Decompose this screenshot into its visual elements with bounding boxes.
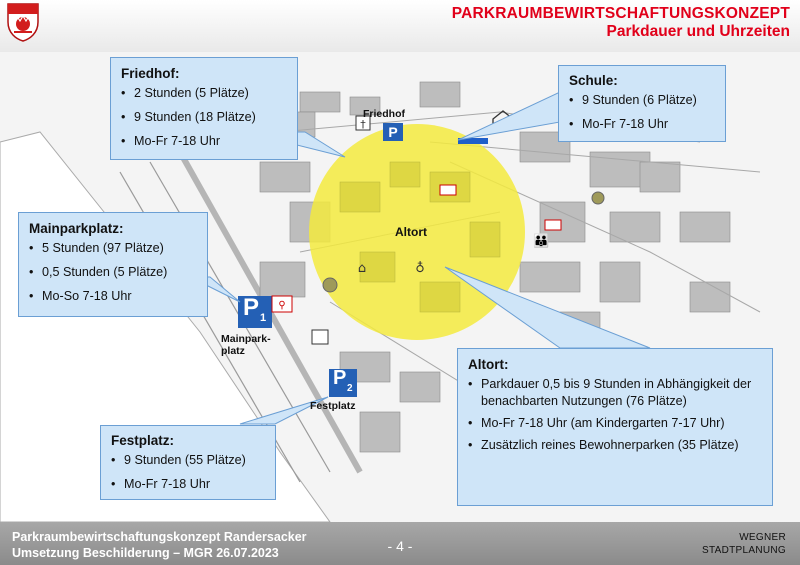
footer-bar xyxy=(0,522,800,565)
callout-schule xyxy=(558,65,726,142)
footer-subtitle: Umsetzung Beschilderung – MGR 26.07.2023 xyxy=(12,546,279,560)
callout-festplatz-title: Festplatz: xyxy=(111,433,175,448)
bus-stop-icon xyxy=(592,192,604,204)
fountain-icon xyxy=(323,278,337,292)
callout-mainparkplatz-title: Mainparkplatz: xyxy=(29,221,124,236)
page-number: - 4 - xyxy=(387,538,413,554)
friedhof-parking-sign-letter: P xyxy=(388,124,398,140)
callout-festplatz xyxy=(100,425,276,500)
museum-icon: ⌂ xyxy=(357,261,367,276)
list-item: • 5 Stunden (97 Plätze) xyxy=(29,240,197,257)
callout-friedhof xyxy=(110,57,298,160)
firm-department: STADTPLANUNG xyxy=(702,545,786,556)
svg-text:†: † xyxy=(360,118,366,131)
p1-sign-letter: P xyxy=(243,294,260,321)
list-item: • 9 Stunden (6 Plätze) xyxy=(569,92,715,109)
boat-icon xyxy=(312,330,328,344)
festplatz-map-label: Festplatz xyxy=(310,400,356,412)
footer-project-title: Parkraumbewirtschaftungskonzept Randersacker xyxy=(12,530,307,544)
list-item: • 9 Stunden (18 Plätze) xyxy=(121,109,287,126)
callout-friedhof-title: Friedhof: xyxy=(121,66,180,81)
svg-text:⚲: ⚲ xyxy=(278,300,286,311)
header-bar xyxy=(0,0,800,52)
kindergarten-icon: 👪 xyxy=(533,234,550,249)
coat-of-arms-icon xyxy=(6,2,40,42)
list-item: • Mo-Fr 7-18 Uhr xyxy=(121,133,287,150)
list-item: • 9 Stunden (55 Plätze) xyxy=(111,452,265,469)
callout-schule-title: Schule: xyxy=(569,73,618,88)
list-item: • 0,5 Stunden (5 Plätze) xyxy=(29,264,197,281)
altort-map-label: Altort xyxy=(395,225,427,239)
p1-sign-number: 1 xyxy=(260,312,267,324)
callout-altort xyxy=(457,348,773,506)
list-item: • Mo-So 7-18 Uhr xyxy=(29,288,197,305)
p2-sign-letter: P xyxy=(333,367,347,389)
mainparkplatz-map-label: Mainpark- platz xyxy=(221,333,271,357)
list-item: • Mo-Fr 7-18 Uhr xyxy=(111,476,265,493)
p2-sign-number: 2 xyxy=(347,383,353,394)
list-item: • Zusätzlich reines Bewohnerparken (35 Plätze) xyxy=(468,437,762,454)
callout-mainparkplatz xyxy=(18,212,208,317)
bike-parking-icon-2 xyxy=(545,220,561,230)
church-icon: ♁ xyxy=(415,261,425,276)
list-item: • Mo-Fr 7-18 Uhr xyxy=(569,116,715,133)
firm-name: WEGNER xyxy=(739,532,786,543)
list-item: • Parkdauer 0,5 bis 9 Stunden in Abhängigkeit der benachbarten Nutzungen (76 Plätze) xyxy=(468,376,762,410)
page-subtitle: Parkdauer und Uhrzeiten xyxy=(606,23,790,40)
list-item: • 2 Stunden (5 Plätze) xyxy=(121,85,287,102)
friedhof-map-label: Friedhof xyxy=(363,108,405,120)
page-title: PARKRAUMBEWIRTSCHAFTUNGSKONZEPT xyxy=(451,5,790,22)
list-item: • Mo-Fr 7-18 Uhr (am Kindergarten 7-17 Uhr) xyxy=(468,415,762,432)
bike-parking-icon xyxy=(440,185,456,195)
callout-altort-title: Altort: xyxy=(468,357,509,372)
